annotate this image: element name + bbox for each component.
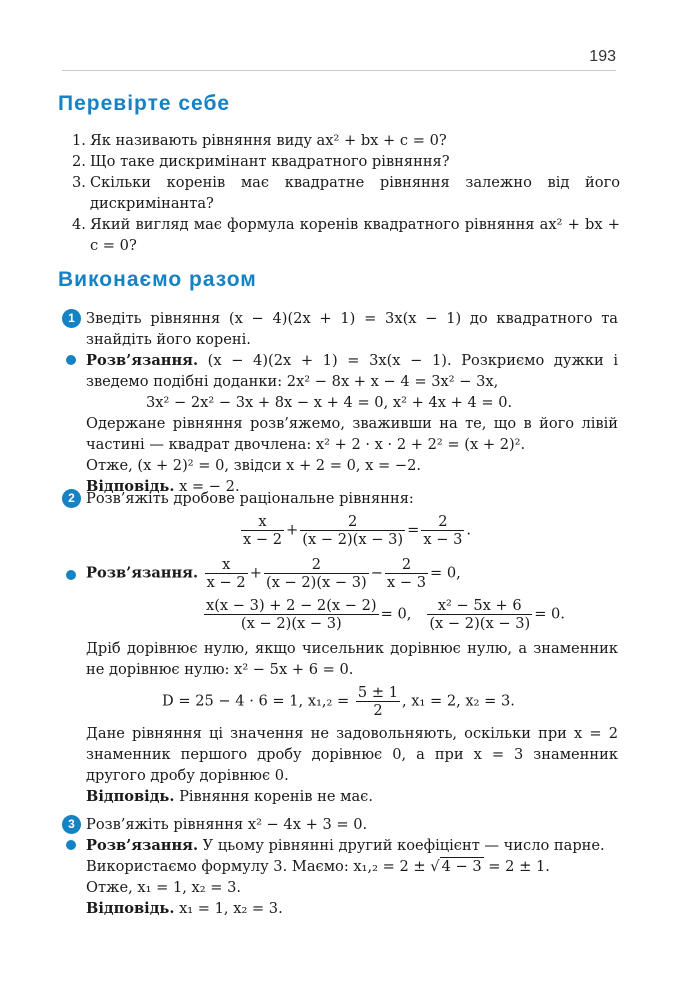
do-together-title: Виконаємо разом [58, 268, 257, 291]
question-item [72, 214, 620, 256]
exercise-3-number: 3 [62, 815, 81, 834]
solution-line: Використаємо формулу 3. Маємо: x₁,₂ = 2 ± √ 4 − 3 = 2 ± 1. [86, 858, 550, 875]
check-yourself-title: Перевірте себе [58, 92, 231, 115]
question-number: 1. [72, 132, 86, 149]
solution-bullet [66, 840, 76, 850]
header-rule [62, 70, 616, 71]
solution-bullet [66, 570, 76, 580]
exercise-2-equation: $\frac{x}{x - 2}$ + $\frac{2}{(x - 2)(x - 3)}$ = $\frac{2}{x - 3}$ . [243, 513, 471, 548]
fraction: $\frac{2}{(x - 2)(x - 3)}$ [265, 556, 367, 591]
solution-line [62, 350, 618, 392]
question-item [72, 172, 620, 214]
fraction: $\frac{\text{x² − 5x + 6}}{(x - 2)(x - 3)}$ [429, 597, 531, 632]
exercise-1-task: Зведіть рівняння (x − 4)(2x + 1) = 3x(x − 1) до квадратного та знайдіть його корені. [86, 310, 618, 348]
solution-bullet [66, 355, 76, 365]
answer-line [62, 786, 618, 807]
question-number: 2. [72, 153, 86, 170]
exercise-1-number: 1 [62, 309, 81, 328]
question-text: Який вигляд має формула коренів квадратного рівняння ax² + bx + c = 0? [90, 216, 620, 254]
fraction: $\frac{2}{(x - 2)(x - 3)}$ [302, 513, 404, 548]
discriminant-line: D = 25 − 4 · 6 = 1, x₁,₂ = $\frac{5 \pm 1}{2}$ , x₁ = 2, x₂ = 3. [162, 684, 515, 719]
answer-label: Відповідь. [86, 788, 175, 805]
solution-equation: $\frac{x(x - 3) + 2 - 2(x - 2)}{(x - 2)(x - 3)}$ = 0, $\frac{\text{x² − 5x + 6}}{(x - 2)(x - 3)}$ = 0. [206, 597, 565, 632]
fraction: $\frac{x}{x - 2}$ [243, 513, 283, 548]
fraction: $\frac{x(x - 3) + 2 - 2(x - 2)}{(x - 2)(x - 3)}$ [206, 597, 377, 632]
solution-line: Отже, (x + 2)² = 0, звідси x + 2 = 0, x = −2. [86, 457, 422, 474]
exercise-3 [62, 814, 618, 919]
solution-label: Розв’язання. [86, 564, 199, 582]
page-number: 193 [589, 48, 616, 65]
question-number: 3. [72, 174, 86, 191]
answer-line [62, 898, 618, 919]
question-text: Скільки коренів має квадратне рівняння залежно від його дискримінанта? [90, 174, 620, 212]
exercise-2-solution [62, 556, 618, 807]
solution-line: Отже, x₁ = 1, x₂ = 3. [86, 879, 242, 896]
answer-text: Рівняння коренів не має. [179, 788, 373, 805]
answer-text: x = − 2. [179, 478, 240, 495]
solution-text: Дріб дорівнює нулю, якщо чисельник дорівнює нулю, а знаменник не дорівнює нулю: x² − 5x + 6 = 0. [86, 640, 618, 678]
fraction: $\frac{5 \pm 1}{2}$ [357, 684, 398, 719]
answer-label: Відповідь. [86, 900, 175, 917]
sqrt-argument: 4 − 3 [441, 858, 482, 875]
solution-label: Розв’язання. [86, 837, 199, 854]
exercise-3-task: Розв’яжіть рівняння x² − 4x + 3 = 0. [86, 816, 368, 833]
answer-text: x₁ = 1, x₂ = 3. [179, 900, 283, 917]
exercise-2-task: Розв’яжіть дробове раціональне рівняння: [86, 490, 414, 507]
exercise-1 [62, 308, 618, 497]
question-item [72, 151, 620, 172]
solution-line: Одержане рівняння розв’яжемо, зваживши на те, що в його лівій частині — квадрат двочлена: x² + 2 · x · 2 + 2² = (x + 2)². [86, 415, 618, 453]
exercise-2-number: 2 [62, 489, 81, 508]
question-text: Що таке дискримінант квадратного рівняння? [90, 153, 450, 170]
solution-line [62, 835, 618, 856]
solution-line: 3x² − 2x² − 3x + 8x − x + 4 = 0, x² + 4x + 4 = 0. [146, 394, 513, 411]
fraction: $\frac{2}{x - 3}$ [387, 556, 427, 591]
question-item [72, 130, 620, 151]
solution-text: Дане рівняння ці значення не задовольняють, оскільки при x = 2 знаменник першого дробу дорівнює 0, а при x = 3 знаменник другого дробу дорівнює 0. [86, 725, 618, 784]
solution-text: У цьому рівнянні другий коефіцієнт — число парне. [202, 837, 605, 854]
question-number: 4. [72, 216, 86, 233]
exercise-3-solution [62, 835, 618, 919]
solution-text: (x − 4)(2x + 1) = 3x(x − 1). Розкриємо дужки і зведемо подібні доданки: 2x² − 8x + x − 4 = 3x² − 3x, [86, 352, 619, 390]
answer-label: Відповідь. [86, 478, 175, 495]
question-list [72, 130, 620, 256]
solution-label: Розв’язання. [86, 352, 199, 369]
exercise-1-solution [62, 350, 618, 497]
exercise-2 [62, 488, 618, 807]
question-text: Як називають рівняння виду ax² + bx + c = 0? [90, 132, 447, 149]
fraction: $\frac{2}{x - 3}$ [423, 513, 463, 548]
solution-equation: Розв’язання. $\frac{x}{x - 2}$ + $\frac{2}{(x - 2)(x - 3)}$ − $\frac{2}{x - 3}$ = 0, [86, 556, 461, 591]
fraction: $\frac{x}{x - 2}$ [206, 556, 246, 591]
